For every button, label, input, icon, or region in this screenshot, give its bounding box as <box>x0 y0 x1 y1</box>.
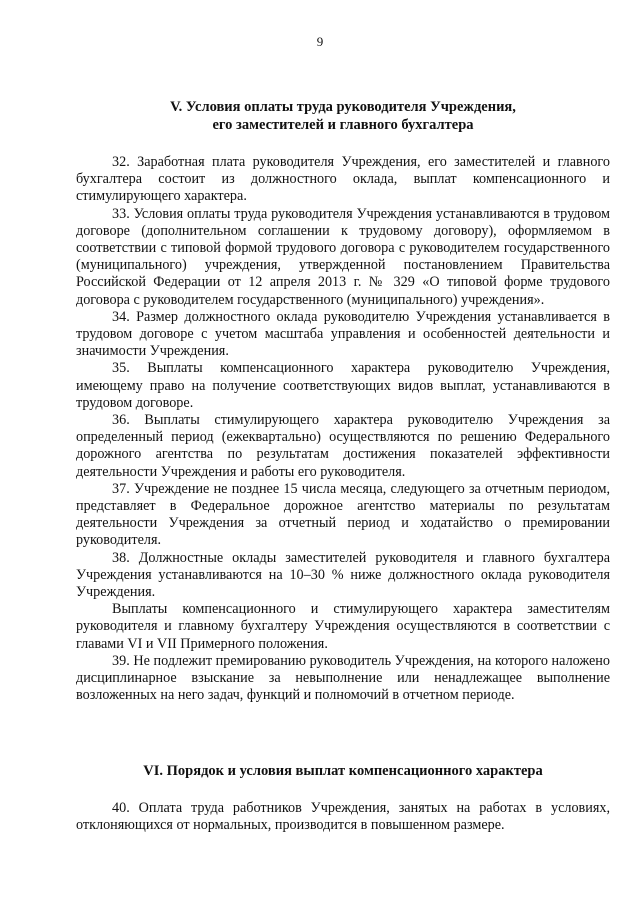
paragraph-34: 34. Размер должностного оклада руководителю Учреждения устанавливается в трудовом договоре с учетом масштаба управления и особенностей деятельности и значимости Учреждения. <box>76 308 610 360</box>
paragraph-33: 33. Условия оплаты труда руководителя Учреждения устанавливаются в трудовом договоре (дополнительном соглашении к трудовому договору), оформляемом в соответствии с типовой формой трудового договора с руководителем государственного (муниципального) учреждения, утвержденной постановлением Правительства Российской Федерации от 12 апреля 2013 г. № 329 «О типовой форме трудового договора с руководителем государственного (муниципального) учреждения». <box>76 205 610 308</box>
section-5-title <box>76 98 610 134</box>
section-6 <box>76 762 610 834</box>
paragraph-40: 40. Оплата труда работников Учреждения, занятых на работах в условиях, отклоняющихся от нормальных, производится в повышенном размере. <box>76 800 610 834</box>
paragraph-32: 32. Заработная плата руководителя Учреждения, его заместителей и главного бухгалтера состоит из должностного оклада, выплат компенсационного и стимулирующего характера. <box>76 154 610 205</box>
section-5 <box>76 98 610 705</box>
section-5-title-line-1: V. Условия оплаты труда руководителя Учреждения, <box>170 99 516 115</box>
page-number: 9 <box>316 34 324 49</box>
section-5-title-line-2: его заместителей и главного бухгалтера <box>212 117 474 133</box>
paragraph-39: 39. Не подлежит премированию руководитель Учреждения, на которого наложено дисциплинарное взыскание за невыполнение или ненадлежащее выполнение возложенных на него задач, функций и полномочий в отчетном периоде. <box>76 652 610 704</box>
section-6-title: VI. Порядок и условия выплат компенсационного характера <box>143 763 543 779</box>
paragraph-38-continuation: Выплаты компенсационного и стимулирующего характера заместителям руководителя и главному бухгалтеру Учреждения осуществляются в соответствии с главами VI и VII Примерного положения. <box>76 601 610 652</box>
paragraph-37: 37. Учреждение не позднее 15 числа месяца, следующего за отчетным периодом, представляет в Федеральное дорожное агентство материалы по результатам деятельности Учреждения за отчетный период и ходатайство о премировании руководителя. <box>76 480 610 549</box>
paragraph-35: 35. Выплаты компенсационного характера руководителю Учреждения, имеющему право на получение соответствующих видов выплат, устанавливаются в трудовом договоре. <box>76 360 610 411</box>
paragraph-36: 36. Выплаты стимулирующего характера руководителю Учреждения за определенный период (ежеквартально) осуществляются по решению Федерального дорожного агентства по результатам достижения показателей эффективности деятельности Учреждения и работы его руководителя. <box>76 412 610 480</box>
paragraph-38: 38. Должностные оклады заместителей руководителя и главного бухгалтера Учреждения устанавливаются на 10–30 % ниже должностного оклада руководителя Учреждения. <box>76 549 610 601</box>
